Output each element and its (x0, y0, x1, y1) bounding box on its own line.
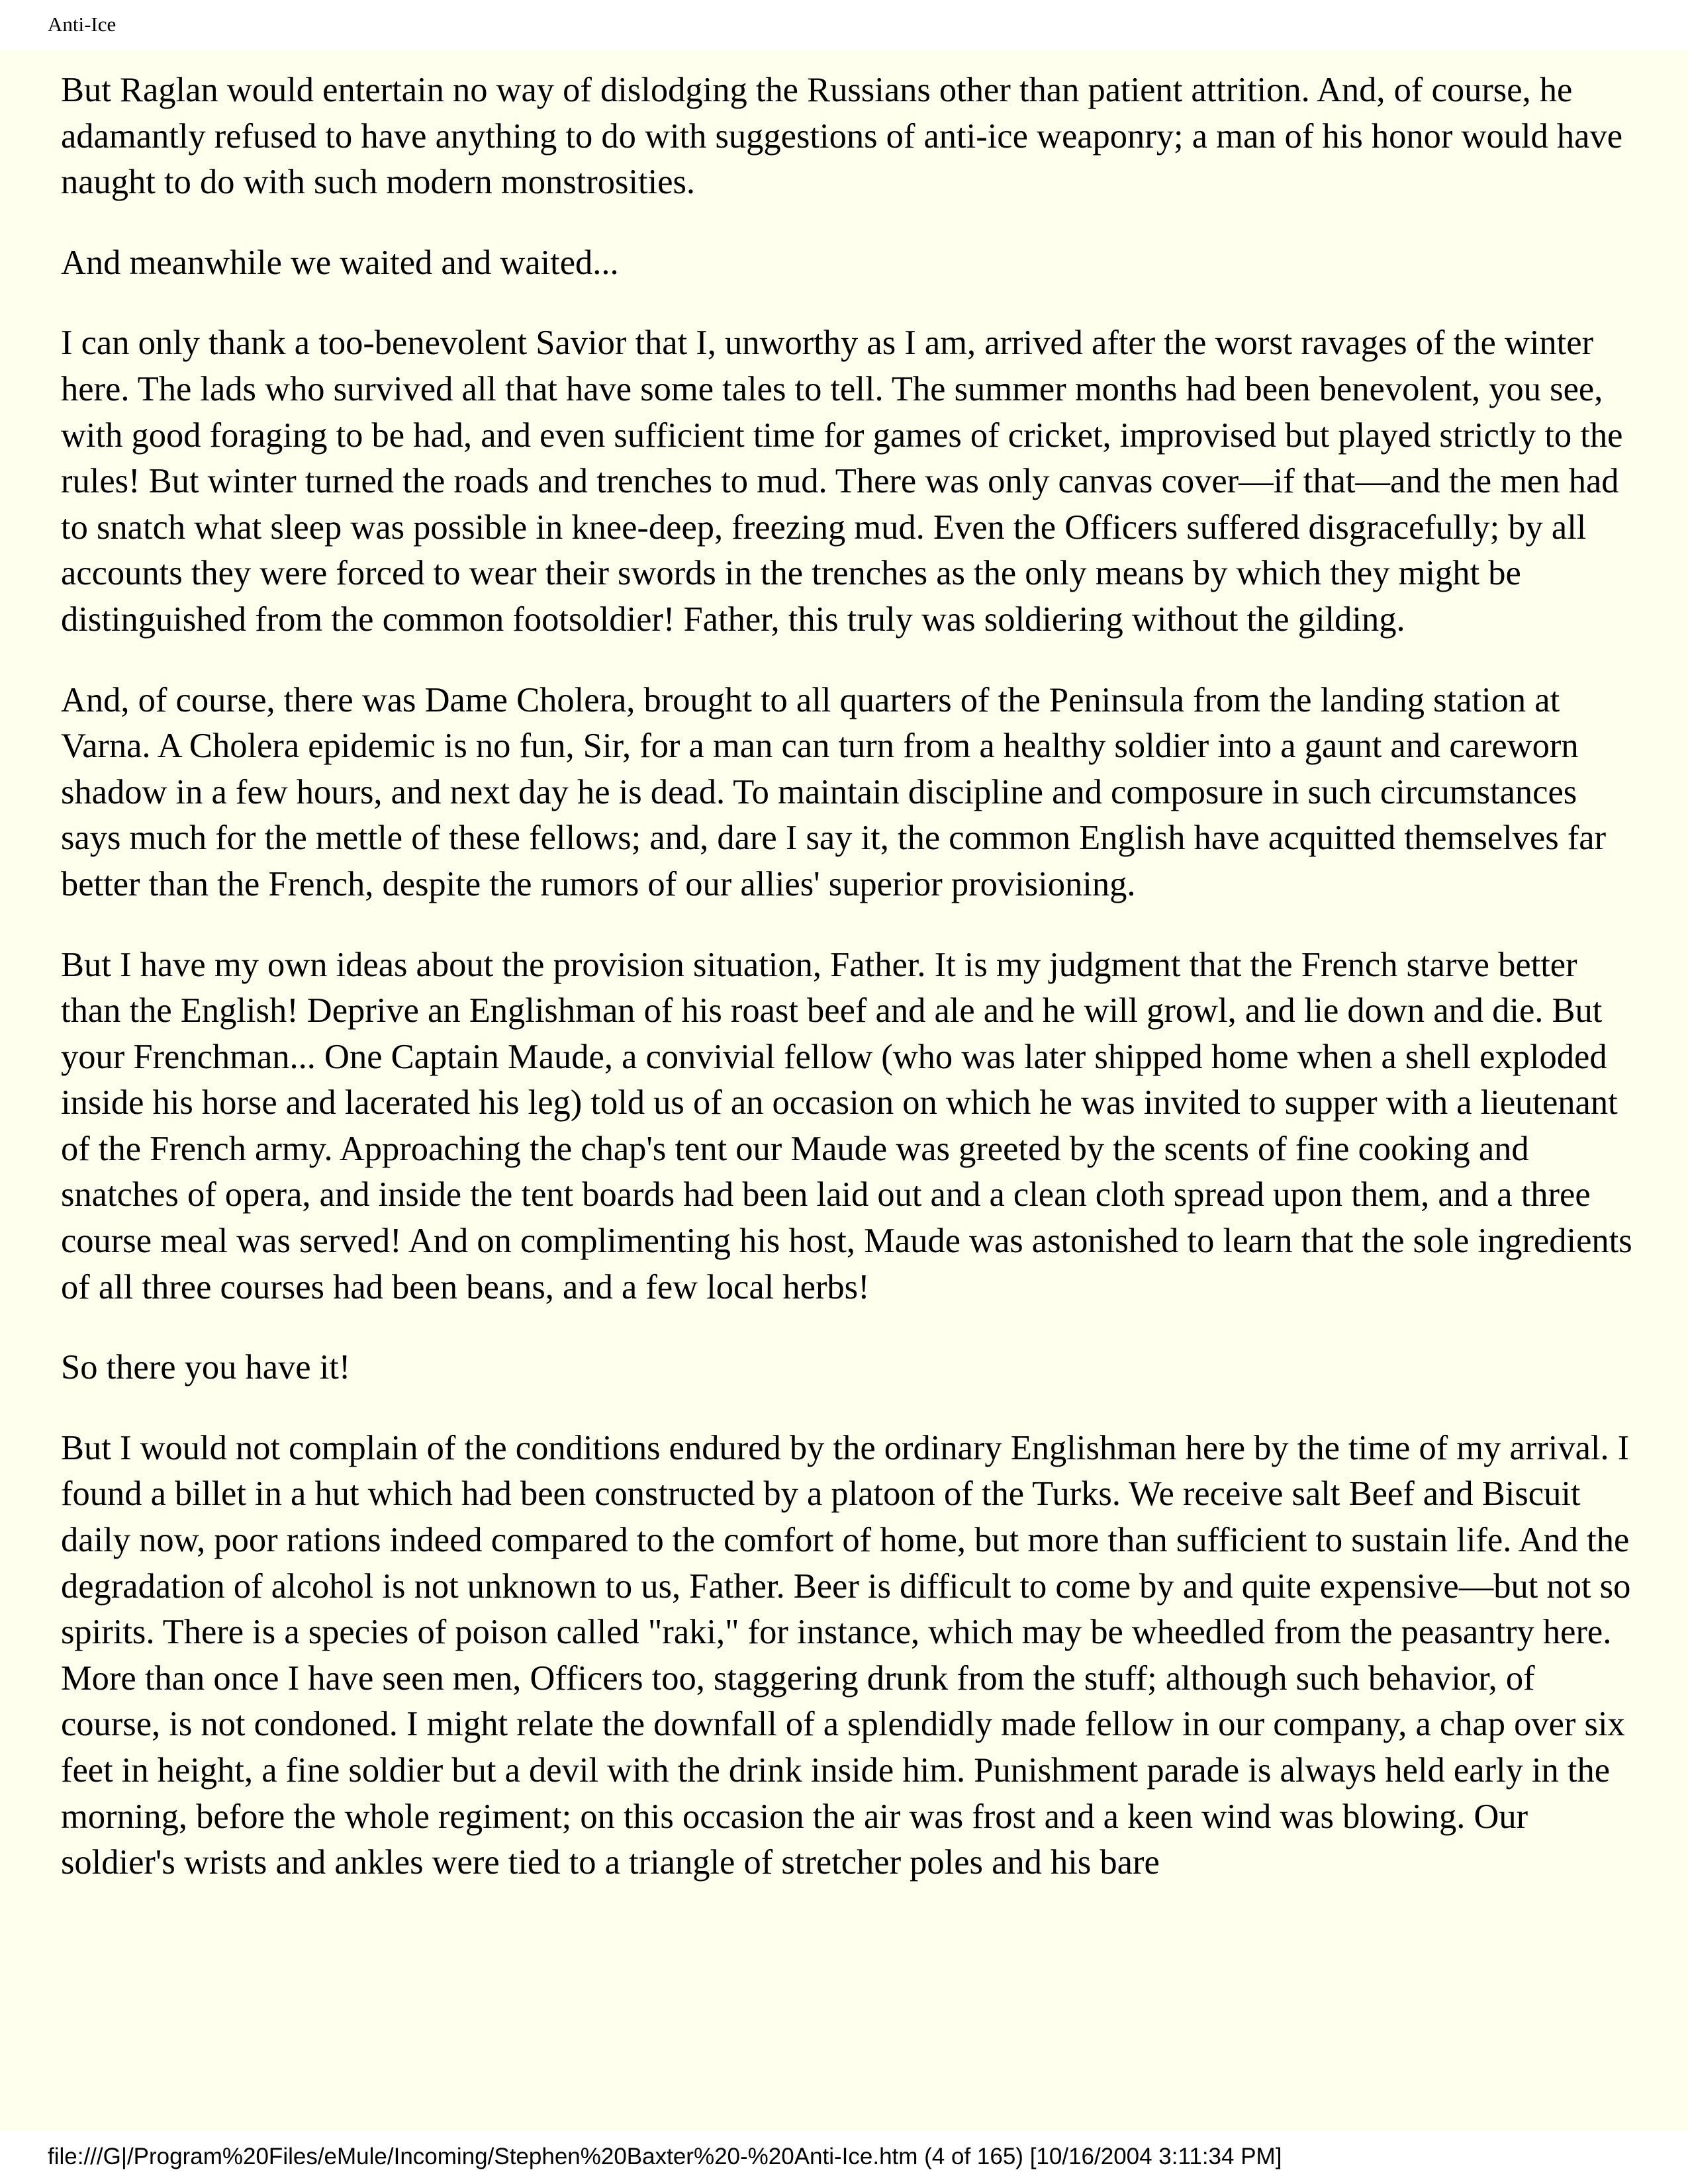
page-header (0, 0, 1688, 50)
paragraph: And meanwhile we waited and waited... (61, 243, 619, 282)
file-path-footer: file:///G|/Program%20Files/eMule/Incoming/Stephen%20Baxter%20-%20Anti-Ice.htm (4 of 165) [10/16/2004 3:11:34 PM] (48, 2144, 1282, 2169)
paragraph: But I have my own ideas about the provision situation, Father. It is my judgment that the French starve better than the English! Deprive an Englishman of his roast beef and ale and he will growl, and lie down and die. But your Frenchman... One Captain Maude, a convivial fellow (who was later shipped home when a shell exploded inside his horse and lacerated his leg) told us of an occasion on which he was invited to supper with a lieutenant of the French army. Approaching the chap's tent our Maude was greeted by the scents of fine cooking and snatches of opera, and inside the tent boards had been laid out and a clean cloth spread upon them, and a three course meal was served! And on complimenting his host, Maude was astonished to learn that the sole ingredients of all three courses had been beans, and a few local herbs! (61, 945, 1632, 1306)
paragraph: So there you have it! (61, 1348, 351, 1387)
body-text (61, 68, 1636, 1921)
paragraph: I can only thank a too-benevolent Savior that I, unworthy as I am, arrived after the worst ravages of the winter here. The lads who survived all that have some tales to tell. The summer months had been benevolent, you see, with good foraging to be had, and even sufficient time for games of cricket, improvised but played strictly to the rules! But winter turned the roads and trenches to mud. There was only canvas cover—if that—and the men had to snatch what sleep was possible in knee-deep, freezing mud. Even the Officers suffered disgracefully; by all accounts they were forced to wear their swords in the trenches as the only means by which they might be distinguished from the common footsoldier! Father, this truly was soldiering without the gilding. (61, 324, 1623, 639)
paragraph: But I would not complain of the conditions endured by the ordinary Englishman here by the time of my arrival. I found a billet in a hut which had been constructed by a platoon of the Turks. We receive salt Beef and Biscuit daily now, poor rations indeed compared to the comfort of home, but more than sufficient to sustain life. And the degradation of alcohol is not unknown to us, Father. Beer is difficult to come by and quite expensive—but not so spirits. There is a species of poison called "raki," for instance, which may be wheedled from the peasantry here. More than once I have seen men, Officers too, staggering drunk from the stuff; although such behavior, of course, is not condoned. I might relate the downfall of a splendidly made fellow in our company, a chap over six feet in height, a fine soldier but a devil with the drink inside him. Punishment parade is always held early in the morning, before the whole regiment; on this occasion the air was frost and a keen wind was blowing. Our soldier's wrists and ankles were tied to a triangle of stretcher poles and his bare (61, 1428, 1631, 1882)
document-body (0, 50, 1688, 2131)
paragraph: And, of course, there was Dame Cholera, brought to all quarters of the Peninsula from the landing station at Varna. A Cholera epidemic is no fun, Sir, for a man can turn from a healthy soldier into a gaunt and careworn shadow in a few hours, and next day he is dead. To maintain discipline and composure in such circumstances says much for the mettle of these fellows; and, dare I say it, the common English have acquitted themselves far better than the French, despite the rumors of our allies' superior provisioning. (61, 680, 1607, 903)
page-footer (0, 2131, 1688, 2184)
paragraph: But Raglan would entertain no way of dislodging the Russians other than patient attrition. And, of course, he adamantly refused to have anything to do with suggestions of anti-ice weaponry; a man of his honor would have naught to do with such modern monstrosities. (61, 71, 1623, 202)
document-title: Anti-Ice (48, 13, 117, 36)
